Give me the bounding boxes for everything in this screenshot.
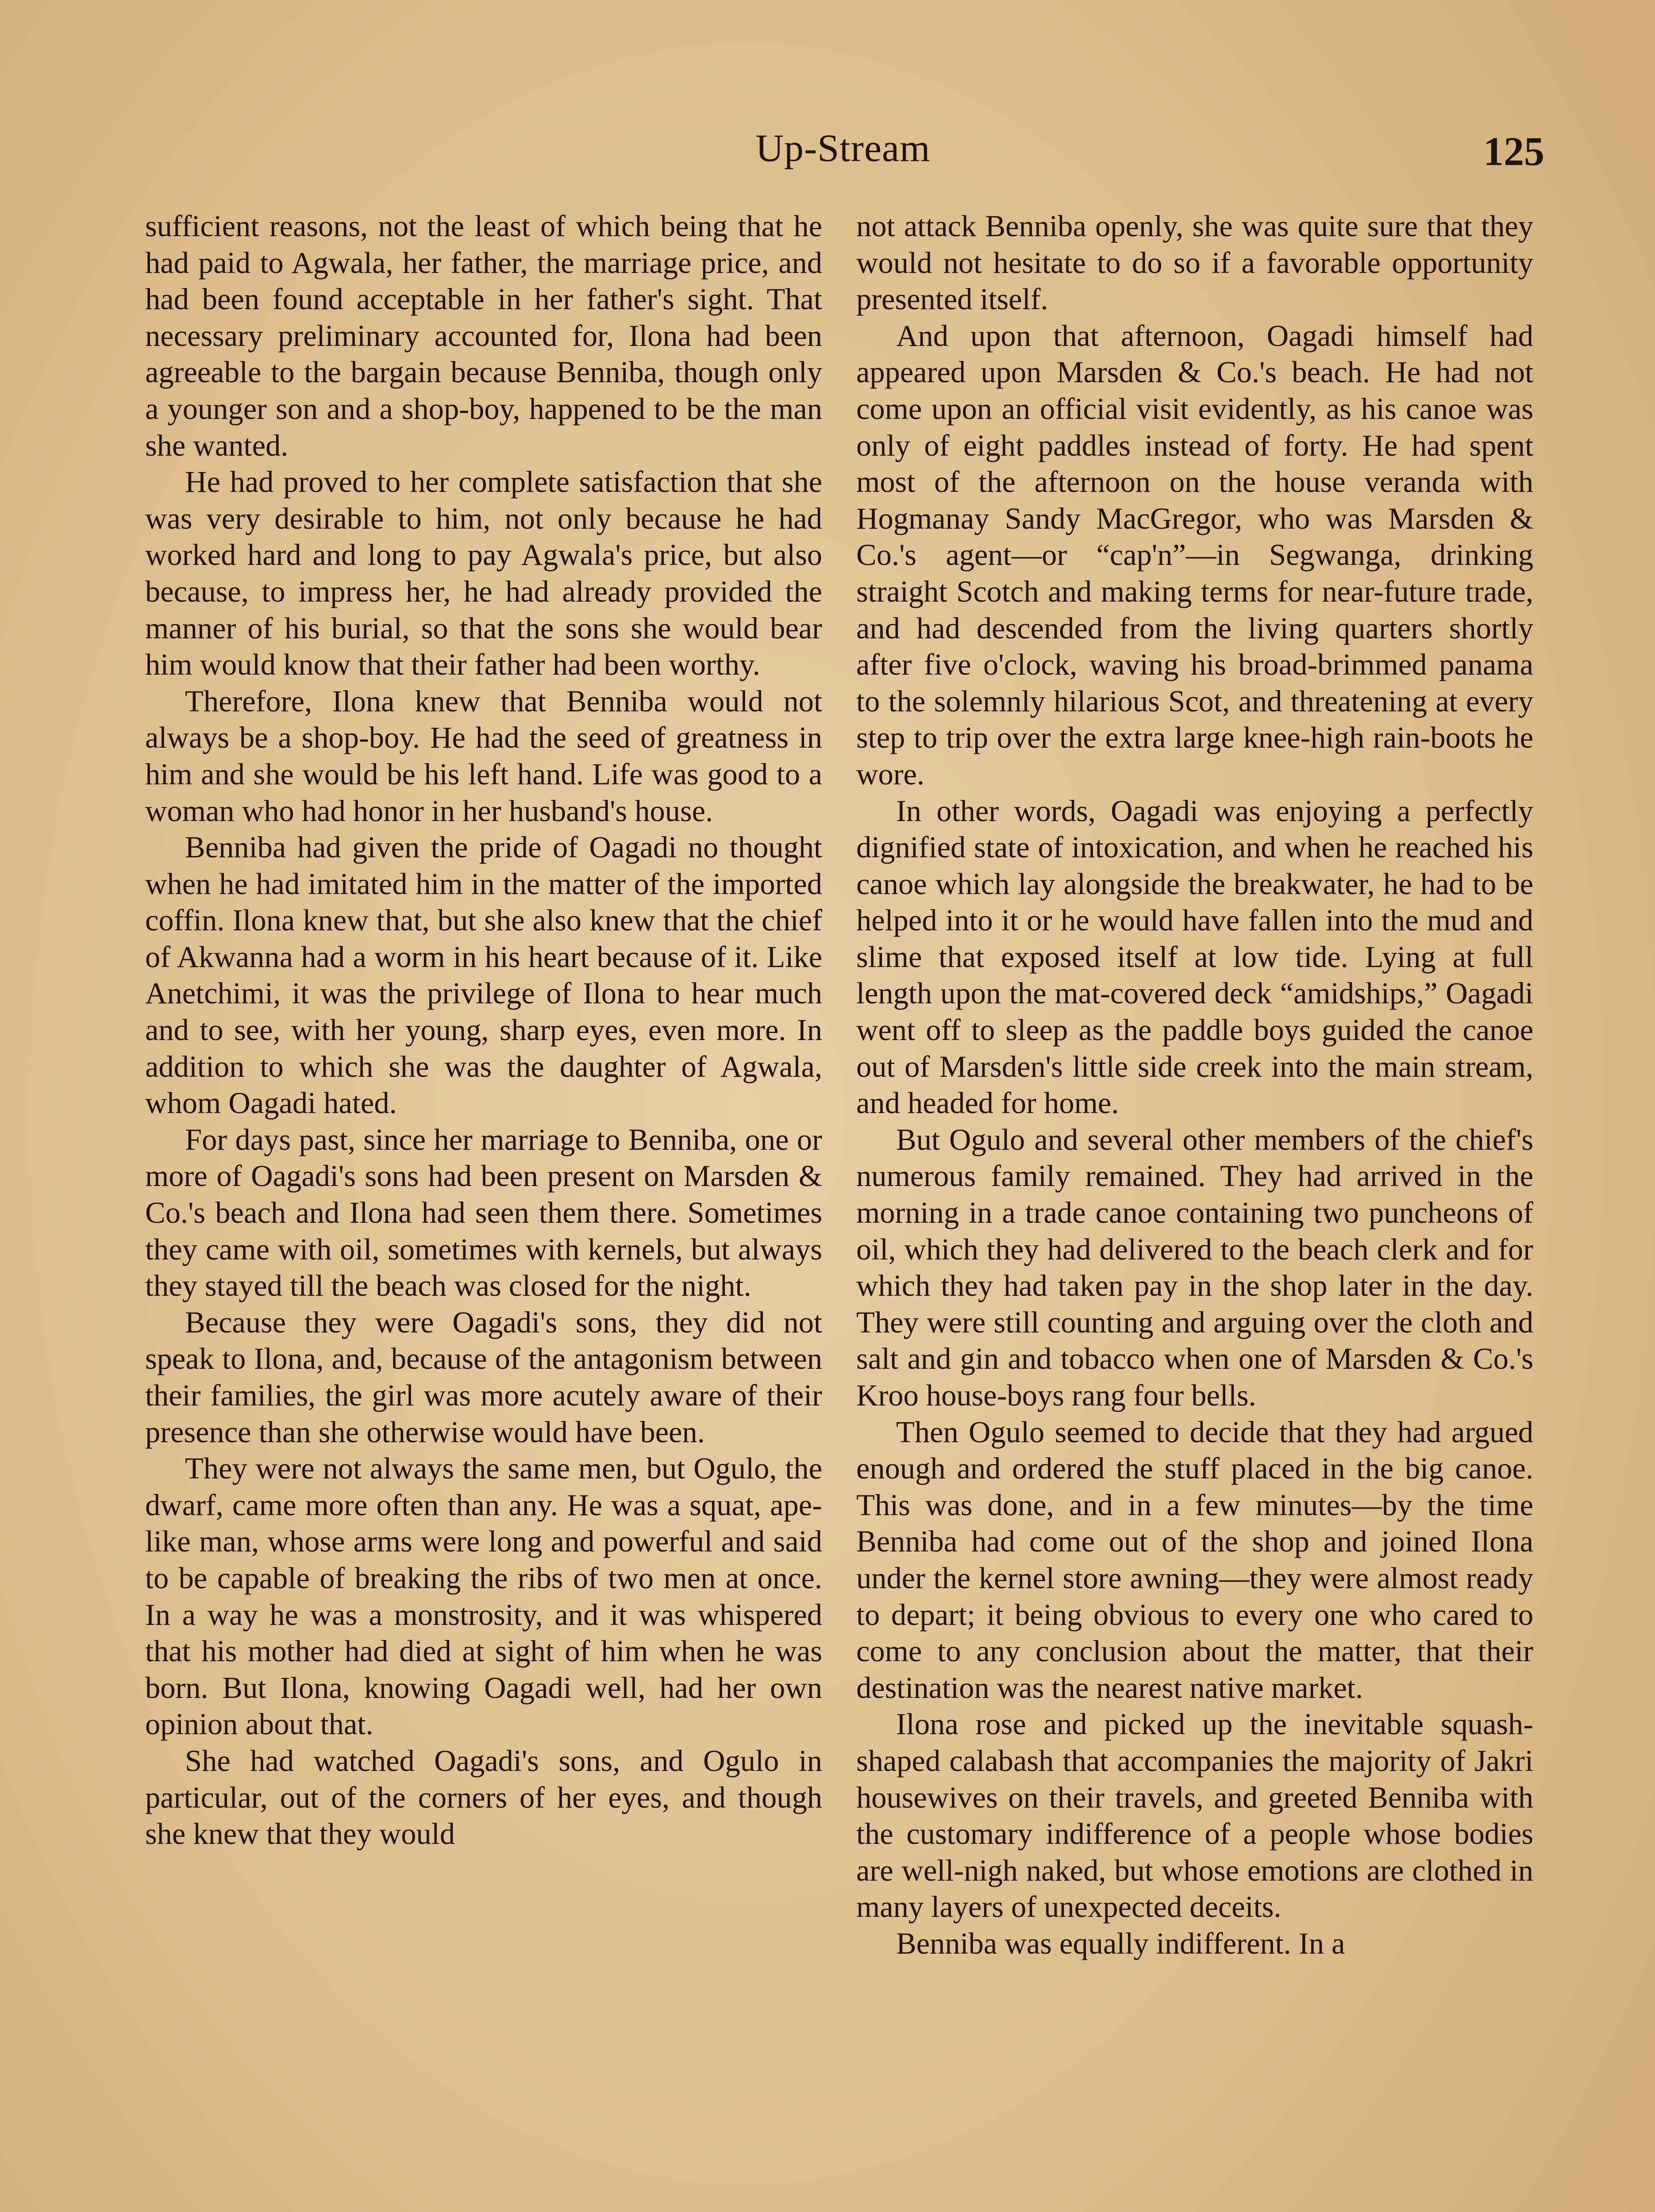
paragraph: In other words, Oagadi was enjoying a perfectly dignified state of intoxication, and when he reached his canoe which lay alongside the breakwater, he had to be helped into it or he would have fallen into the mud and slime that exposed itself at low tide. Lying at full length upon the mat-covered deck “amidships,” Oagadi went off to sleep as the paddle boys guided the canoe out of Marsden's little side creek into the main stream, and headed for home. [856, 794, 1533, 1120]
paragraph: And upon that afternoon, Oagadi himself had appeared upon Marsden & Co.'s beach. He had not come upon an official visit evidently, as his canoe was only of eight paddles instead of forty. He had spent most of the afternoon on the house veranda with Hogmanay Sandy MacGregor, who was Marsden & Co.'s agent—or “cap'n”—in Segwanga, drinking straight Scotch and making terms for near-future trade, and had descended from the living quarters shortly after five o'clock, waving his broad-brimmed panama to the solemnly hilarious Scot, and threatening at every step to trip over the extra large knee-high rain-boots he wore. [856, 319, 1533, 791]
left-column [145, 208, 822, 1852]
paragraph: He had proved to her complete satisfaction that she was very desirable to him, not only because he had worked hard and long to pay Agwala's price, but also because, to impress her, he had already provided the manner of his burial, so that the sons she would bear him would know that their father had been worthy. [145, 465, 822, 682]
page-number: 125 [1483, 129, 1544, 174]
paragraph: Then Ogulo seemed to decide that they had argued enough and ordered the stuff placed in the big canoe. This was done, and in a few minutes—by the time Benniba had come out of the shop and joined Ilona under the kernel store awning—they were almost ready to depart; it being obvious to every one who cared to come to any conclusion about the matter, that their destination was the nearest native market. [856, 1415, 1533, 1705]
paragraph: Benniba had given the pride of Oagadi no thought when he had imitated him in the matter of the imported coffin. Ilona knew that, but she also knew that the chief of Akwanna had a worm in his heart because of it. Like Anetchimi, it was the privilege of Ilona to hear much and to see, with her young, sharp eyes, even more. In addition to which she was the daughter of Agwala, whom Oagadi hated. [145, 830, 822, 1120]
paragraph: Therefore, Ilona knew that Benniba would not always be a shop-boy. He had the seed of greatness in him and she would be his left hand. Life was good to a woman who had honor in her husband's house. [145, 684, 822, 828]
running-title: Up-Stream [755, 127, 931, 170]
paragraph: Because they were Oagadi's sons, they did not speak to Ilona, and, because of the antagonism between their families, the girl was more acutely aware of their presence than she otherwise would have been. [145, 1305, 822, 1449]
paragraph: sufficient reasons, not the least of which being that he had paid to Agwala, her father, the marriage price, and had been found acceptable in her father's sight. That necessary preliminary accounted for, Ilona had been agreeable to the bargain because Benniba, though only a younger son and a shop-boy, happened to be the man she wanted. [145, 209, 822, 462]
paragraph: She had watched Oagadi's sons, and Ogulo in particular, out of the corners of her eyes, and though she knew that they would [145, 1743, 822, 1851]
paragraph: Benniba was equally indifferent. In a [896, 1926, 1345, 1960]
paragraph: They were not always the same men, but Ogulo, the dwarf, came more often than any. He was a squat, ape-like man, whose arms were long and powerful and said to be capable of breaking the ribs of two men at once. In a way he was a monstrosity, and it was whispered that his mother had died at sight of him when he was born. But Ilona, knowing Oagadi well, had her own opinion about that. [145, 1452, 822, 1741]
paragraph: For days past, since her marriage to Benniba, one or more of Oagadi's sons had been present on Marsden & Co.'s beach and Ilona had seen them there. Sometimes they came with oil, sometimes with kernels, but always they stayed till the beach was closed for the night. [145, 1122, 822, 1303]
right-column [856, 208, 1533, 1962]
paragraph: But Ogulo and several other members of the chief's numerous family remained. They had arrived in the morning in a trade canoe containing two puncheons of oil, which they had delivered to the beach clerk and for which they had taken pay in the shop later in the day. They were still counting and arguing over the cloth and salt and gin and tobacco when one of Marsden & Co.'s Kroo house-boys rang four bells. [856, 1122, 1533, 1412]
paragraph: not attack Benniba openly, she was quite sure that they would not hesitate to do so if a favorable opportunity presented itself. [856, 209, 1533, 316]
page-header [142, 126, 1544, 188]
paragraph: Ilona rose and picked up the inevitable squash-shaped calabash that accompanies the majority of Jakri housewives on their travels, and greeted Benniba with the customary indifference of a people whose bodies are well-nigh naked, but whose emotions are clothed in many layers of unexpected deceits. [856, 1707, 1533, 1924]
